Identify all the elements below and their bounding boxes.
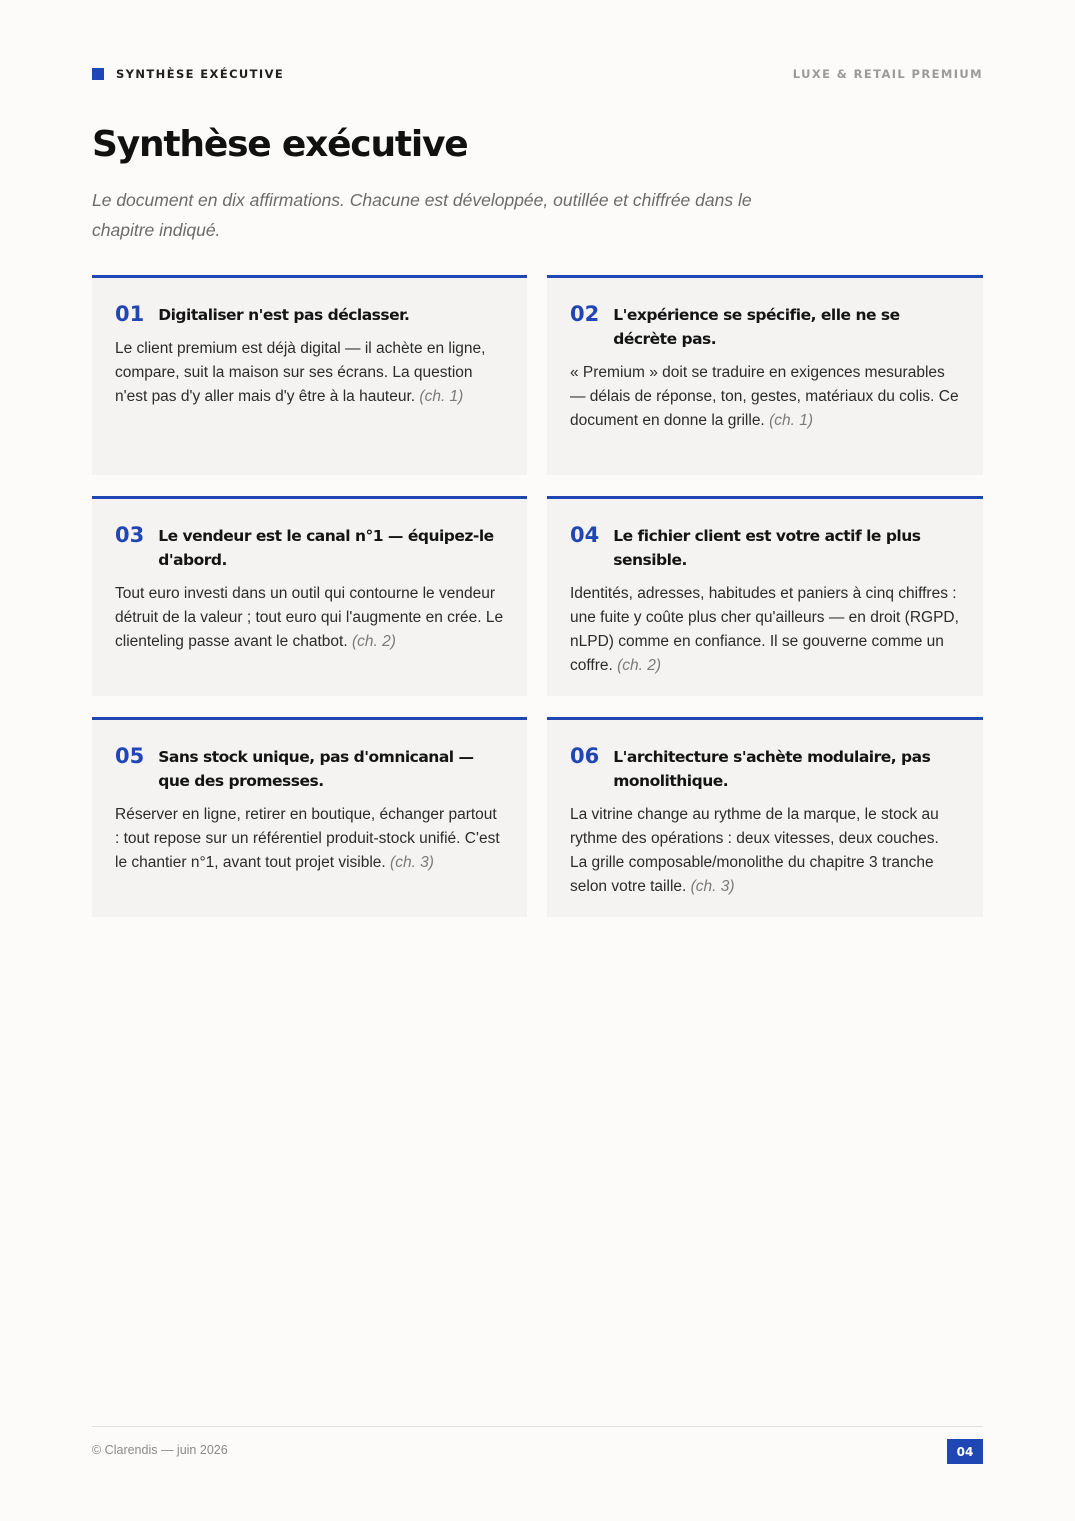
card-body — [115, 803, 504, 875]
card-number: 03 — [115, 523, 145, 547]
card-title: L'architecture s'achète modulaire, pas monolithique. — [613, 748, 931, 790]
card-title: Le vendeur est le canal n°1 — équipez-le d'abord. — [158, 527, 494, 569]
chapter-ref: (ch. 3) — [390, 854, 434, 871]
card-head — [115, 523, 504, 572]
card-body — [570, 361, 960, 433]
card-body — [115, 582, 504, 654]
card-body — [570, 582, 960, 678]
card-title: Sans stock unique, pas d'omnicanal — que des promesses. — [158, 748, 474, 790]
card-number: 02 — [570, 302, 600, 326]
card-body-text: Réserver en ligne, retirer en boutique, échanger partout : tout repose sur un référentiel produit-stock unifié. C'est le chantier n°1, avant tout projet visible. — [115, 806, 500, 871]
card-title: Digitaliser n'est pas déclasser. — [158, 306, 410, 324]
card-head — [570, 744, 960, 793]
chapter-ref: (ch. 2) — [351, 633, 396, 650]
page-title: Synthèse exécutive — [92, 124, 468, 165]
card-05 — [92, 717, 527, 917]
card-body-text: Tout euro investi dans un outil qui contourne le vendeur détruit de la valeur ; tout euro qui l'augmente en crée. Le clienteling passe avant le chatbot. — [115, 585, 504, 650]
card-number: 05 — [115, 744, 145, 768]
card-head — [570, 523, 960, 572]
card-number: 01 — [115, 302, 145, 326]
brand-label: LUXE & RETAIL PREMIUM — [792, 67, 983, 81]
footer-divider — [92, 1426, 983, 1427]
square-icon — [92, 68, 104, 80]
card-head — [115, 302, 504, 327]
card-number: 04 — [570, 523, 600, 547]
page-number-badge: 04 — [947, 1439, 983, 1464]
cards-grid — [92, 275, 983, 917]
card-head — [570, 302, 960, 351]
card-title: Le fichier client est votre actif le plus sensible. — [613, 527, 921, 569]
page-header — [92, 66, 983, 82]
card-06 — [547, 717, 983, 917]
card-body-text: Le client premium est déjà digital — il achète en ligne, compare, suit la maison sur ses écrans. La question n'est pas d'y aller mais d'y être à la hauteur. — [115, 340, 486, 405]
footer-copyright: © Clarendis — juin 2026 — [92, 1443, 228, 1457]
page-subtitle: Le document en dix affirmations. Chacune est développée, outillée et chiffrée dans le chapitre indiqué. — [92, 190, 752, 240]
card-body — [115, 337, 504, 409]
card-body-text: La vitrine change au rythme de la marque, le stock au rythme des opérations : deux vitesses, deux couches. La grille composable/monolithe du chapitre 3 tranche selon votre taille. — [570, 806, 939, 895]
card-body — [570, 803, 960, 899]
section-label — [92, 67, 284, 81]
chapter-ref: (ch. 1) — [769, 412, 813, 429]
card-number: 06 — [570, 744, 600, 768]
card-head — [115, 744, 504, 793]
card-02 — [547, 275, 983, 475]
card-04 — [547, 496, 983, 696]
card-body-text: Identités, adresses, habitudes et paniers à cinq chiffres : une fuite y coûte plus cher qu'ailleurs — en droit (RGPD, nLPD) comme en confiance. Il se gouverne comme un coffre. — [570, 585, 959, 674]
card-title: L'expérience se spécifie, elle ne se décrète pas. — [613, 306, 900, 348]
card-01 — [92, 275, 527, 475]
chapter-ref: (ch. 2) — [617, 657, 662, 674]
chapter-ref: (ch. 1) — [419, 388, 464, 405]
card-03 — [92, 496, 527, 696]
section-label-text: SYNTHÈSE EXÉCUTIVE — [116, 67, 285, 81]
card-body-text: « Premium » doit se traduire en exigences mesurables — délais de réponse, ton, gestes, matériaux du colis. Ce document en donne la grille. — [570, 364, 959, 429]
chapter-ref: (ch. 3) — [690, 878, 735, 895]
